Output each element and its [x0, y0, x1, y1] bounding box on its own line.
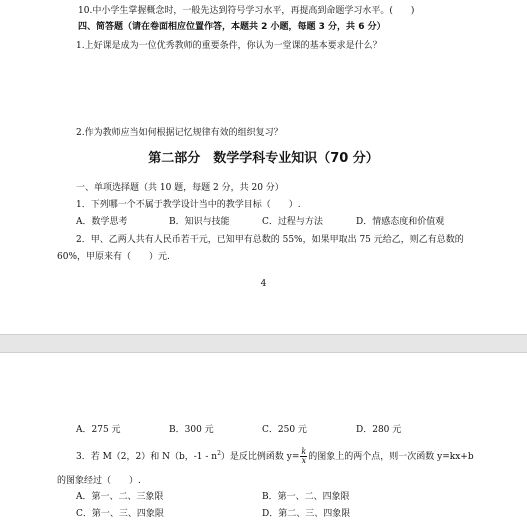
question-2-option-a: A．275 元 [76, 425, 121, 435]
fraction-denominator: x [301, 456, 307, 465]
question-3-text-3: 的图象上的两个点，则一次函数 y=kx+b [308, 452, 474, 462]
question-1-option-a: A．数学思考 [76, 217, 128, 227]
fraction-numerator: k [301, 447, 307, 456]
question-2-option-b: B．300 元 [169, 425, 214, 435]
question-1-option-b: B．知识与技能 [169, 217, 230, 227]
question-1: 1．下列哪一个不属于教学设计当中的教学目标（ ）. [76, 200, 301, 210]
question-2-line-1: 2．甲、乙两人共有人民币若干元，已知甲有总数的 55%，如果甲取出 75 元给乙，则乙有总数的 [76, 235, 464, 245]
page-number: 4 [260, 279, 267, 289]
question-2-option-c: C．250 元 [262, 425, 307, 435]
question-3-text-1: 3．若 M（2，2）和 N（b，-1 - n [76, 452, 218, 462]
question-3-superscript: 2 [217, 450, 221, 457]
question-2-line-2: 60%，甲原来有（ ）元. [57, 252, 170, 262]
question-3-option-b: B．第一、二、四象限 [262, 492, 350, 502]
part-2-title: 第二部分 数学学科专业知识（70 分） [148, 151, 379, 166]
question-3-option-a: A．第一、二、三象限 [76, 492, 164, 502]
question-3-line-2: 的图象经过（ ）. [57, 476, 141, 486]
multiple-choice-heading: 一、单项选择题（共 10 题，每题 2 分，共 20 分） [76, 183, 284, 193]
section-4-heading: 四、简答题（请在卷面相应位置作答，本题共 2 小题，每题 3 分，共 6 分） [78, 22, 386, 32]
document-page-2 [0, 352, 527, 521]
short-answer-1: 1.上好课是成为一位优秀教师的重要条件，你认为一堂课的基本要求是什么？ [76, 41, 382, 51]
question-3-line-1 [76, 445, 474, 466]
question-1-option-c: C．过程与方法 [262, 217, 323, 227]
question-3-option-d: D．第二、三、四象限 [262, 509, 351, 519]
question-3-fraction [300, 448, 307, 465]
question-3-option-c: C．第一、三、四象限 [76, 509, 164, 519]
question-3-text-2: ）是反比例函数 y= [220, 452, 300, 462]
short-answer-2: 2.作为教师应当如何根据记忆规律有效的组织复习？ [76, 128, 283, 138]
question-1-option-d: D．情感态度和价值观 [356, 217, 445, 227]
question-2-option-d: D．280 元 [356, 425, 402, 435]
question-10: 10.中小学生掌握概念时，一般先达到符号学习水平，再提高到命题学习水平。( ) [78, 6, 415, 16]
